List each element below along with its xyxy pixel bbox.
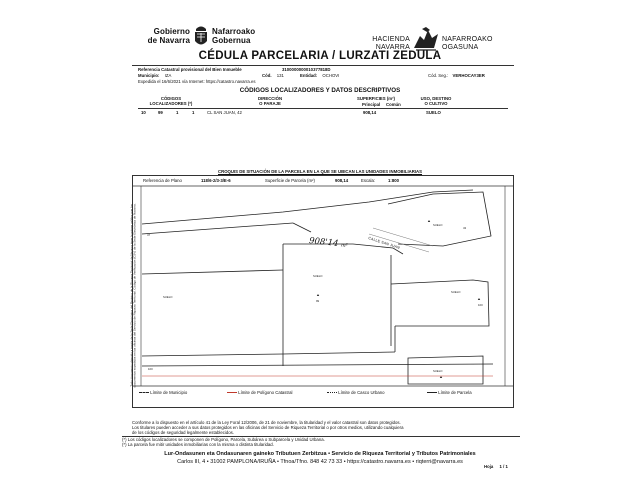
document-title: CÉDULA PARCELARIA / LURZATI ZEDULA — [198, 50, 442, 62]
map-label-c: SUELO — [313, 274, 323, 278]
row-poligono: 10 — [141, 110, 146, 115]
map-label-i: SUELO — [433, 369, 443, 373]
sup-label: Superficie de Parcela (m²) — [265, 178, 315, 183]
legend-municipio-label: Límite de Municipio — [150, 390, 188, 395]
escala-label: Escala: — [361, 178, 376, 183]
entidad-label: Entidad: — [300, 73, 318, 78]
municipio-label: Municipio: — [138, 73, 160, 78]
seg-label: Cód. Seg.: — [428, 73, 449, 78]
map-label-b: SUELO — [163, 295, 173, 299]
navarra-shield-icon — [193, 24, 209, 48]
row-subarea: 1 — [176, 110, 179, 115]
legend-parcela-label: Límite de Parcela — [438, 390, 472, 395]
col-uso2: O CULTIVO — [424, 101, 448, 106]
map-label-h: 100 — [478, 303, 483, 307]
map-label-g: SUELO — [451, 290, 461, 294]
croquis-frame — [129, 175, 514, 408]
note-line-3: de los códigos de seguridad legalmente establecidos. — [132, 430, 234, 435]
cadastral-map — [129, 176, 513, 407]
sup-value: 908,14 — [335, 178, 349, 183]
legend-item-municipio — [139, 390, 187, 395]
gov-eus-line2: Gobernua — [212, 35, 251, 45]
row-principal: 908,14 — [363, 110, 377, 115]
municipio-value: IZA — [164, 73, 172, 78]
hacienda-navarra-logo — [370, 26, 504, 52]
croquis-title: CROQUIS DE SITUACIÓN DE LA PARCELA EN LA QUE SE UBICAN LAS UNIDADES INMOBILIARIAS — [217, 169, 423, 174]
hacienda-emblem-icon — [412, 26, 440, 52]
row-uso: SUELO — [426, 110, 441, 115]
cod-value: 131 — [276, 73, 284, 78]
ogasuna-line1: NAFARROAKO — [442, 36, 493, 43]
legend-item-casco — [327, 390, 385, 395]
footer-line-2: Carlos III, 4 • 31002 PAMPLONA/IRUÑA • Tfnoa/Tfno. 848 42 73 33 • https://catastro.navarra.es • riqterri@navarra.es — [177, 459, 463, 465]
map-label-e: SUELO — [433, 223, 443, 227]
row-unidad: 1 — [192, 110, 195, 115]
gov-line1: Gobierno — [153, 27, 190, 36]
map-label-a: 47 — [147, 233, 151, 237]
col-codigos: CÓDIGOS — [160, 96, 182, 101]
handwritten-unit: m² — [340, 242, 348, 250]
legend-poligono-label: Límite de Polígono Catastral — [238, 390, 293, 395]
gov-eus-line1: Nafarroako — [212, 27, 256, 36]
seg-value: VERHOCAY3ER — [452, 73, 485, 78]
col-superficies: SUPERFICIES (m²) — [357, 96, 395, 101]
side-note: Toda documento obtenido a través de la Sede Electrónica del Registro de la Riqueza Territorial de Navarra tiene la misma validez que los documentos expedidos en las oficinas del Servicio de Riqueza Territorial. Código de Verificación (CSV) de la Sede Electrónica de Navarra. — [129, 203, 137, 388]
ref-plano-value: 118/6-2/3-3/E-6 — [201, 178, 231, 183]
row-direccion: CL SAN JUAN, 42 — [207, 110, 242, 115]
footer-line-1: Lur-Ondasunen eta Ondasunaren gaineko Tributuen Zerbitzua • Servicio de Riqueza Territorial y Tributos Patrimoniales — [164, 451, 476, 457]
map-label-j: 100 — [148, 367, 153, 371]
title-divider — [132, 65, 514, 66]
col-uso: USO, DESTINO — [420, 96, 452, 101]
col-principal: Principal — [362, 102, 381, 107]
hacienda-line2: NAVARRA — [375, 43, 410, 51]
handwritten-value: 908'14 — [308, 235, 339, 250]
gov-line2: de Navarra — [147, 35, 190, 45]
street-label: CALLE SAN JUAN — [367, 236, 401, 250]
expedida-text: Expedida el 16/6/2021 vía Internet: https://catastro.navarra.es — [138, 79, 256, 84]
gobierno-navarra-logo — [146, 24, 258, 48]
map-label-d: 99 — [316, 299, 320, 303]
footnote-2: (*) La parcela fue mitir unidades inmobiliarias con la misma o distinta titularidad. — [122, 442, 274, 447]
legend — [137, 390, 509, 400]
ref-label: Referencia Catastral provisional del Bien Inmueble — [138, 67, 242, 72]
col-codigos2: LOCALIZADORES (*) — [149, 101, 193, 106]
legend-item-parcela — [427, 390, 472, 395]
parcel-boundaries — [142, 190, 493, 384]
escala-value: 1:800 — [388, 178, 399, 183]
legend-item-poligono — [227, 390, 292, 395]
ref-plano-label: Referencia de Plano — [143, 178, 182, 183]
row-parcela: 99 — [158, 110, 163, 115]
ref-value: 3100000000010377818D — [282, 67, 331, 72]
hacienda-line1: HACIENDA — [372, 36, 410, 43]
hoja-value: 1 / 1 — [499, 464, 508, 469]
col-comun: Común — [386, 102, 401, 107]
note-line-2: Los titulares pueden acceder a sus datos protegidos en las oficinas del Servicio de Riqueza Territorial o por otros medios, utilizando cualquiera — [132, 425, 404, 430]
legend-casco-label: Límite de Casco Urbano — [338, 390, 385, 395]
hoja-label: Hoja — [484, 464, 494, 469]
note-line-1: Conforme a lo dispuesto en el artículo 41 de la Ley Foral 12/2006, de 21 de noviembre, la titularidad y el valor catastral son datos protegidos. — [132, 420, 401, 425]
footnote-1: (*) Los códigos localizadores se componen de Polígono, Parcela, Subárea o Subparcela y Unidad Urbana. — [122, 437, 325, 442]
ogasuna-line2: OGASUNA — [442, 43, 479, 51]
col-direccion2: O PARAJE — [259, 101, 281, 106]
codigos-divider — [138, 108, 508, 109]
cod-label: Cód. — [262, 73, 272, 78]
map-label-f: 43 — [463, 226, 467, 230]
col-direccion: DIRECCIÓN — [257, 96, 283, 101]
entidad-value: OCHOVI — [322, 73, 340, 78]
codigos-title: CÓDIGOS LOCALIZADORES Y DATOS DESCRIPTIVOS — [239, 87, 401, 94]
